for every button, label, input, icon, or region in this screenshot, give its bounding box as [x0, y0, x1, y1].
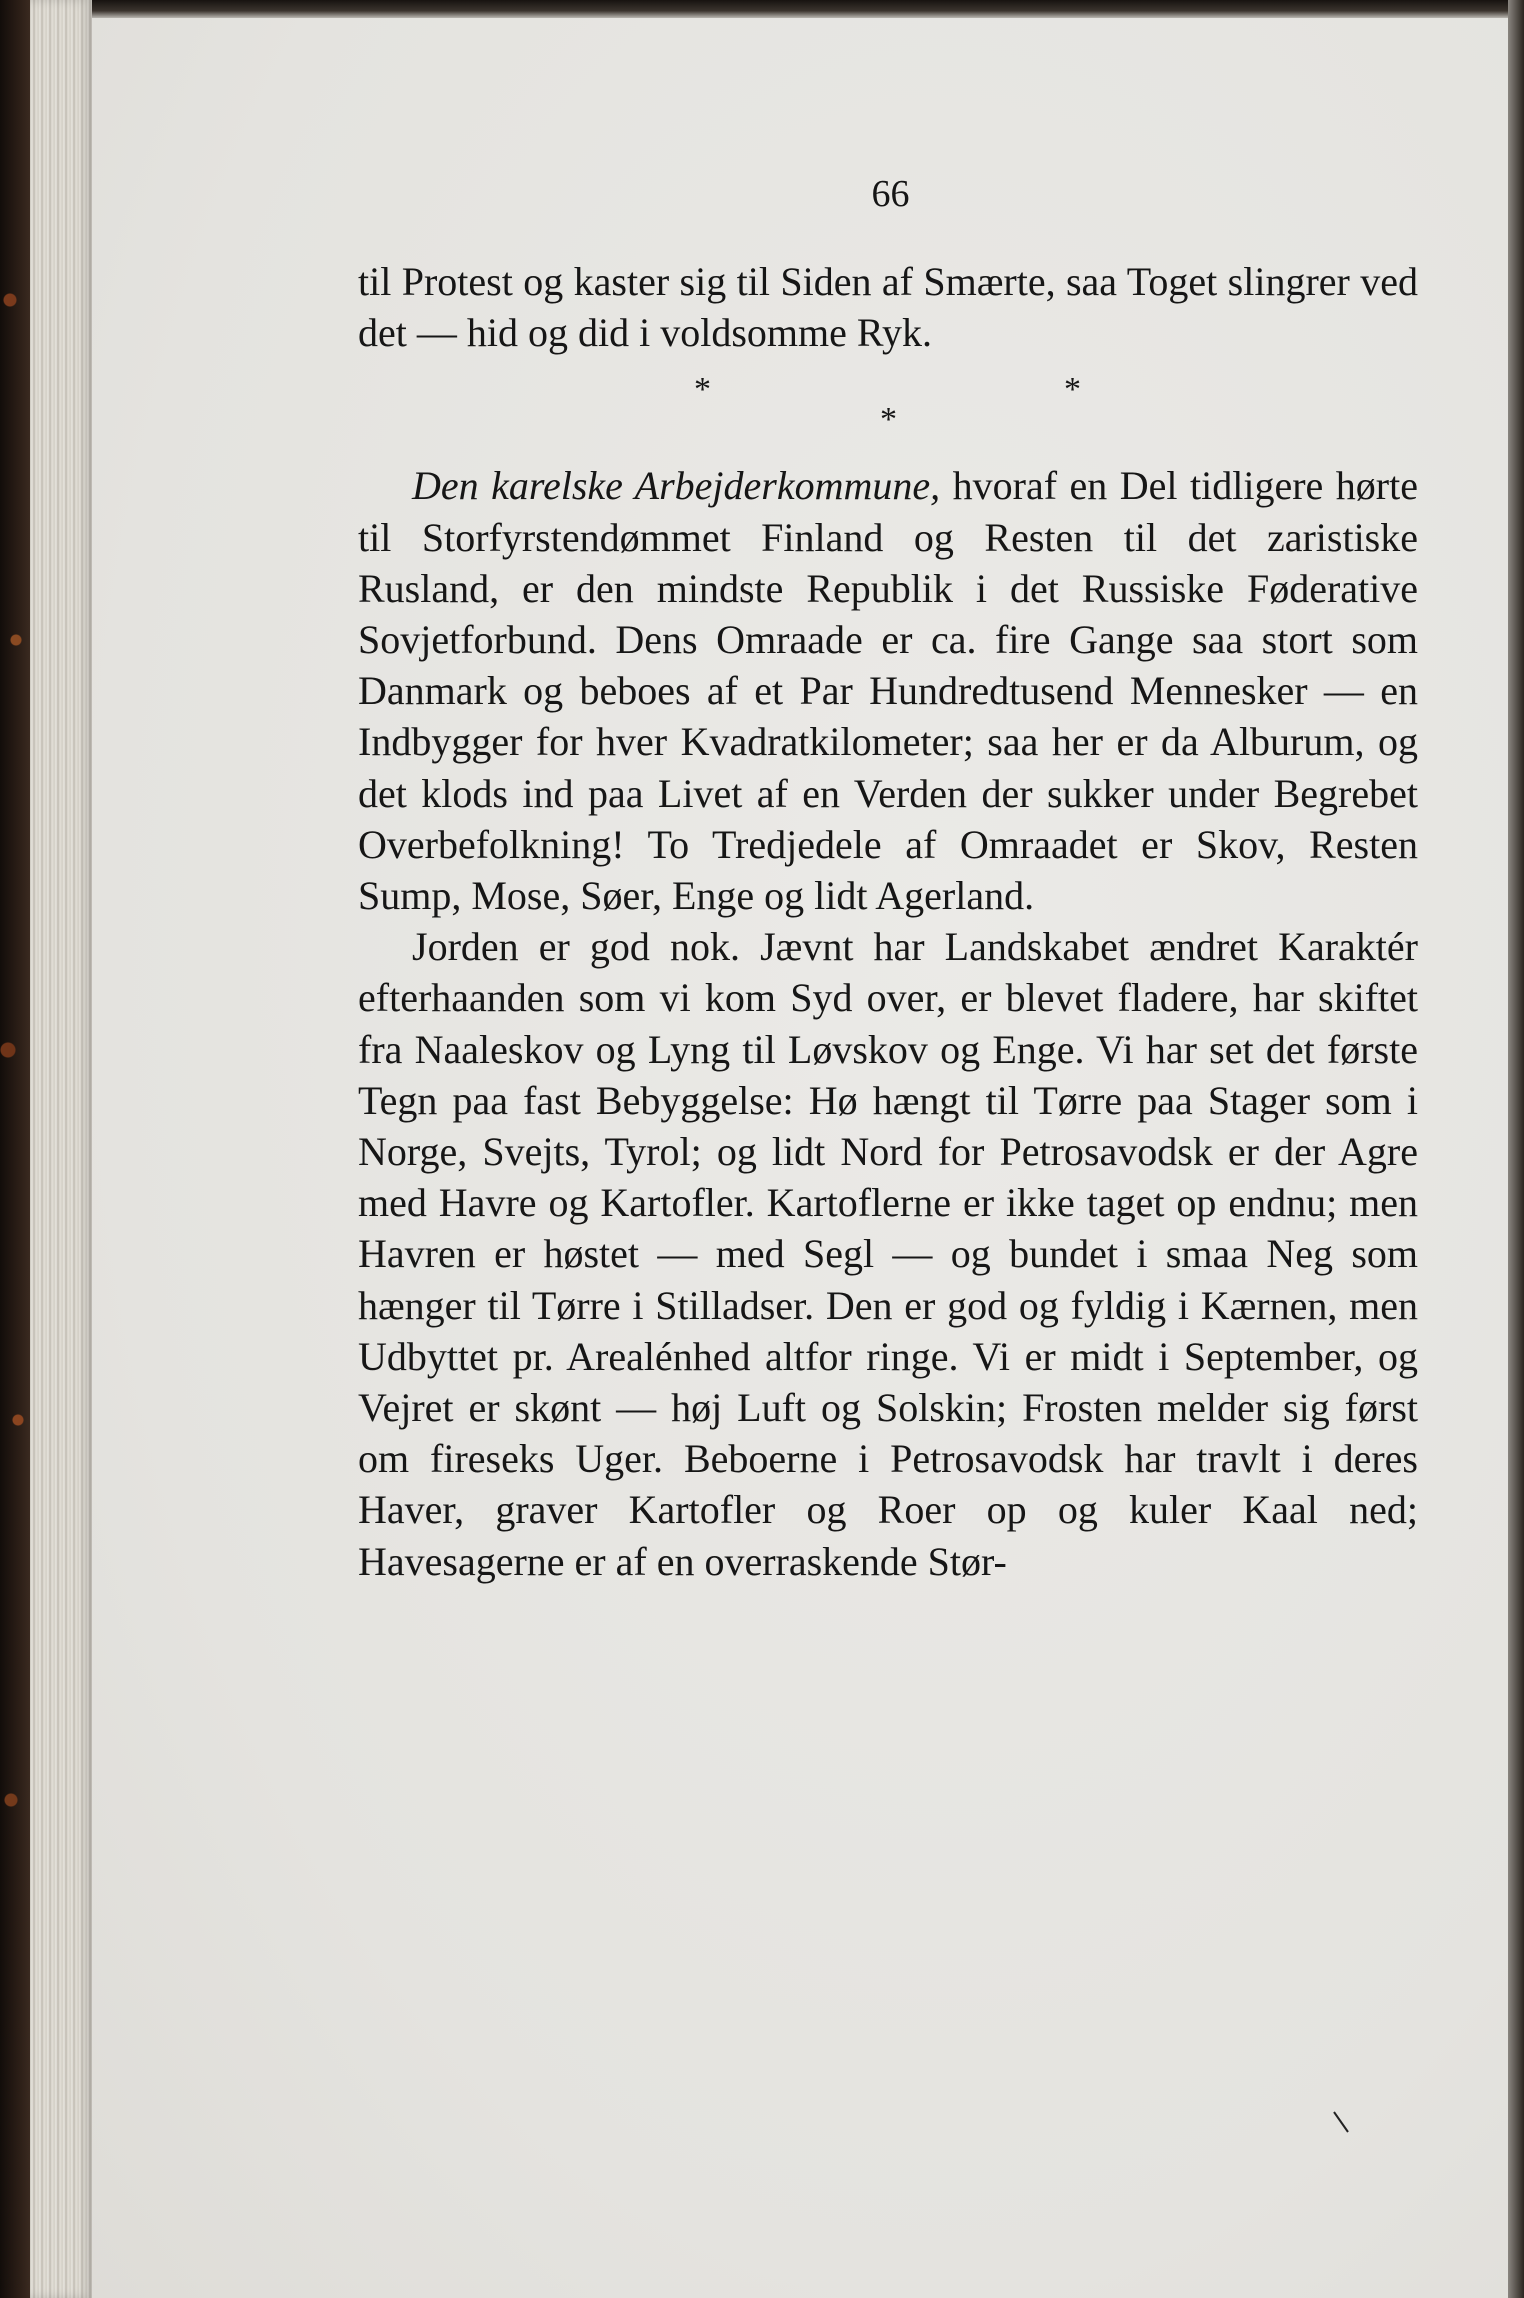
page-edges: [30, 0, 92, 2298]
body-text: [358, 256, 1418, 1587]
paragraph-landscape: Jorden er god nok. Jævnt har Landskabet ændret Karaktér efterhaanden som vi kom Syd over, er blevet fladere, har skiftet fra Naaleskov og Lyng til Løvskov og Enge. Vi har set det første Tegn paa fast Bebyggelse: Hø hængt til Tørre paa Stager som i Norge, Svejts, Tyrol; og lidt Nord for Petrosavodsk er der Agre med Havre og Kartofler. Kartoflerne er ikke taget op endnu; men Havren er høstet — med Segl — og bundet i smaa Neg som hænger til Tørre i Stilladser. Den er god og fyldig i Kærnen, men Udbyttet pr. Arealénhed altfor ringe. Vi er midt i September, og Vejret er skønt — høj Luft og Solskin; Frosten melder sig først om fireseks Uger. Beboerne i Petrosavodsk har travlt i deres Haver, graver Kartofler og Roer op og kuler Kaal ned; Havesagerne er af en overraskende Stør-: [358, 924, 1418, 1584]
paragraph-continuation: til Protest og kaster sig til Siden af Smærte, saa Toget slingrer ved det — hid og did i voldsomme Ryk.: [358, 259, 1418, 356]
asterisk-right: *: [1064, 371, 1081, 409]
paragraph-karelian-commune: [358, 460, 1418, 921]
italic-lead-phrase: Den karelske Arbejderkommune,: [412, 463, 941, 509]
section-break-asterism: [358, 358, 1418, 460]
stray-pen-mark: [1330, 2110, 1354, 2136]
top-edge-shadow: [92, 0, 1524, 18]
book-binding: [0, 0, 30, 2298]
right-edge-shadow: [1508, 0, 1524, 2298]
asterisk-left: *: [694, 371, 711, 409]
paragraph-text: hvoraf en Del tidligere hørte til Storfyrstendømmet Finland og Resten til det zaristiske Rusland, er den mindste Republik i det Russiske Føderative Sovjetforbund. Dens Omraade er ca. fire Gange saa stort som Danmark og beboes af et Par Hundredtusend Mennesker — en Indbygger for hver Kvadratkilometer; saa her er da Alburum, og det klods ind paa Livet af en Verden der sukker under Begrebet Overbefolkning! To Tredjedele af Omraadet er Skov, Resten Sump, Mose, Søer, Enge og lidt Agerland.: [358, 463, 1418, 919]
page-number: 66: [871, 173, 910, 215]
asterisk-middle: *: [880, 401, 897, 439]
